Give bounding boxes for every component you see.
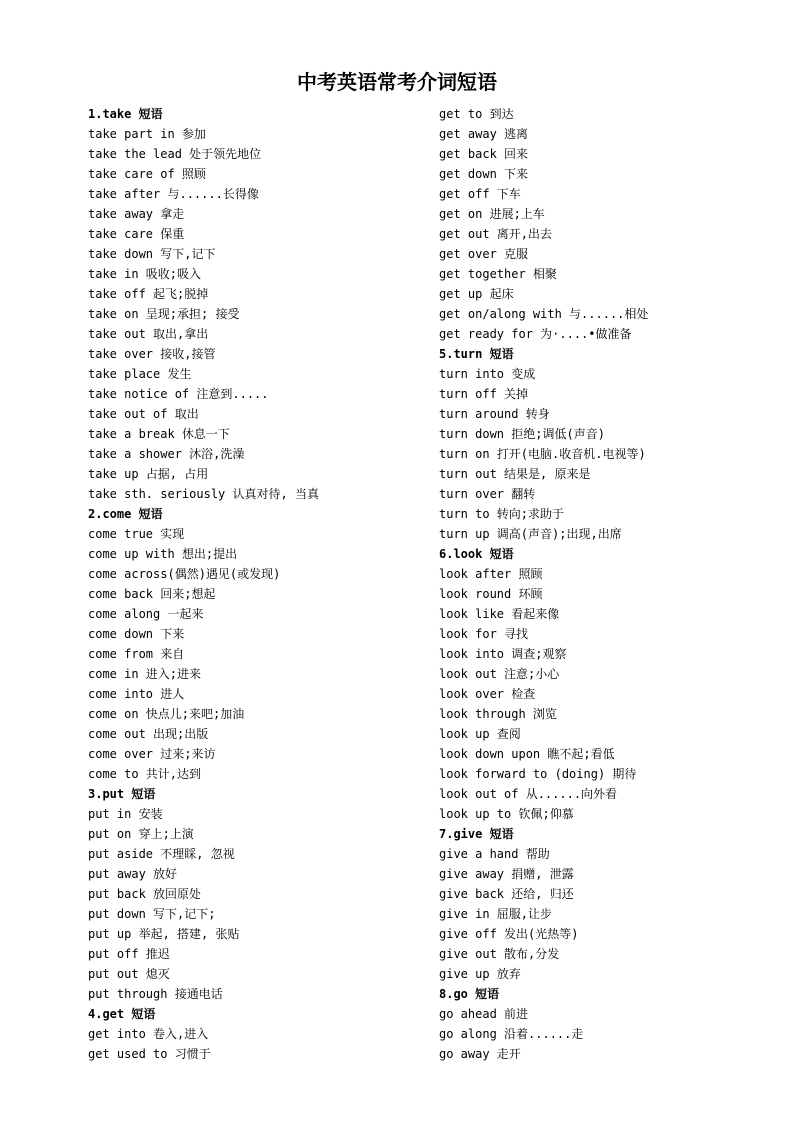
phrase-entry: come on 快点儿;来吧;加油 — [88, 707, 245, 721]
phrase-entry: give back 还给, 归还 — [439, 887, 574, 901]
phrase-entry: look out 注意;小心 — [439, 667, 560, 681]
phrase-entry: take place 发生 — [88, 367, 192, 381]
phrase-entry: look up 查阅 — [439, 727, 521, 741]
phrase-entry: take care of 照顾 — [88, 167, 206, 181]
phrase-entry: come from 来自 — [88, 647, 185, 661]
phrase-entry: get back 回来 — [439, 147, 529, 161]
phrase-entry: give away 捐赠, 泄露 — [439, 867, 574, 881]
phrase-entry: come in 进入;进来 — [88, 667, 202, 681]
phrase-entry: get away 逃离 — [439, 127, 529, 141]
phrase-entry: put up 举起, 搭建, 张贴 — [88, 927, 240, 941]
phrase-entry: come back 回来;想起 — [88, 587, 216, 601]
phrase-entry: get into 卷入,进入 — [88, 1027, 209, 1041]
phrase-entry: turn down 拒绝;调低(声音) — [439, 427, 605, 441]
right-column — [439, 104, 769, 1064]
phrase-entry: take in 吸收;吸入 — [88, 267, 202, 281]
phrase-entry: give in 屈服,让步 — [439, 907, 553, 921]
section-heading: 6.look 短语 — [439, 547, 514, 561]
phrase-entry: get on 进展;上车 — [439, 207, 545, 221]
phrase-entry: put out 熄灭 — [88, 967, 170, 981]
phrase-entry: put in 安装 — [88, 807, 163, 821]
left-column — [88, 104, 428, 1064]
phrase-entry: take down 写下,记下 — [88, 247, 216, 261]
phrase-entry: get on/along with 与......相处 — [439, 307, 649, 321]
phrase-entry: put back 放回原处 — [88, 887, 202, 901]
phrase-entry: take away 拿走 — [88, 207, 185, 221]
phrase-entry: get ready for 为·....•做准备 — [439, 327, 632, 341]
phrase-entry: look up to 钦佩;仰慕 — [439, 807, 574, 821]
phrase-entry: turn on 打开(电脑.收音机.电视等) — [439, 447, 646, 461]
phrase-entry: put aside 不理睬, 忽视 — [88, 847, 235, 861]
phrase-entry: take out 取出,拿出 — [88, 327, 209, 341]
phrase-entry: look like 看起来像 — [439, 607, 560, 621]
section-heading: 4.get 短语 — [88, 1007, 156, 1021]
phrase-entry: put through 接通电话 — [88, 987, 223, 1001]
section-heading: 8.go 短语 — [439, 987, 500, 1001]
section-heading: 3.put 短语 — [88, 787, 156, 801]
phrase-entry: come to 共计,达到 — [88, 767, 202, 781]
phrase-entry: come true 实现 — [88, 527, 185, 541]
phrase-entry: get down 下来 — [439, 167, 529, 181]
phrase-entry: take after 与......长得像 — [88, 187, 259, 201]
phrase-entry: look down upon 瞧不起;看低 — [439, 747, 615, 761]
phrase-entry: come out 出现;出版 — [88, 727, 209, 741]
phrase-entry: come into 进人 — [88, 687, 185, 701]
phrase-entry: take out of 取出 — [88, 407, 199, 421]
phrase-entry: look forward to (doing) 期待 — [439, 767, 637, 781]
phrase-entry: look round 环顾 — [439, 587, 543, 601]
phrase-entry: put off 推迟 — [88, 947, 170, 961]
phrase-entry: take part in 参加 — [88, 127, 206, 141]
phrase-entry: come up with 想出;提出 — [88, 547, 238, 561]
phrase-entry: turn into 变成 — [439, 367, 536, 381]
phrase-entry: turn off 关掉 — [439, 387, 529, 401]
phrase-entry: get off 下车 — [439, 187, 521, 201]
phrase-entry: come down 下来 — [88, 627, 185, 641]
phrase-entry: turn out 结果是, 原来是 — [439, 467, 591, 481]
phrase-entry: turn around 转身 — [439, 407, 550, 421]
phrase-entry: get together 相聚 — [439, 267, 557, 281]
phrase-entry: take the lead 处于领先地位 — [88, 147, 262, 161]
phrase-entry: get to 到达 — [439, 107, 514, 121]
phrase-entry: look into 调查;观察 — [439, 647, 567, 661]
phrase-entry: turn to 转向;求助于 — [439, 507, 565, 521]
phrase-entry: go ahead 前进 — [439, 1007, 529, 1021]
phrase-entry: give out 散布,分发 — [439, 947, 560, 961]
phrase-entry: turn over 翻转 — [439, 487, 536, 501]
phrase-entry: take notice of 注意到..... — [88, 387, 269, 401]
phrase-entry: take a break 休息一下 — [88, 427, 230, 441]
phrase-entry: get out 离开,出去 — [439, 227, 553, 241]
phrase-entry: take sth. seriously 认真对待, 当真 — [88, 487, 319, 501]
phrase-entry: take a shower 沐浴,洗澡 — [88, 447, 245, 461]
phrase-entry: take on 呈现;承担; 接受 — [88, 307, 240, 321]
phrase-entry: get used to 习惯于 — [88, 1047, 211, 1061]
phrase-entry: go along 沿着......走 — [439, 1027, 584, 1041]
section-heading: 7.give 短语 — [439, 827, 514, 841]
phrase-entry: take off 起飞;脱掉 — [88, 287, 209, 301]
page-title: 中考英语常考介词短语 — [297, 70, 497, 94]
phrase-entry: get over 克服 — [439, 247, 529, 261]
phrase-entry: come along 一起来 — [88, 607, 204, 621]
phrase-entry: look for 寻找 — [439, 627, 529, 641]
phrase-entry: come over 过来;来访 — [88, 747, 216, 761]
phrase-entry: take over 接收,接管 — [88, 347, 216, 361]
phrase-entry: turn up 调高(声音);出现,出席 — [439, 527, 622, 541]
phrase-entry: put on 穿上;上演 — [88, 827, 194, 841]
phrase-entry: look over 检查 — [439, 687, 536, 701]
phrase-entry: look after 照顾 — [439, 567, 543, 581]
section-heading: 1.take 短语 — [88, 107, 163, 121]
section-heading: 2.come 短语 — [88, 507, 163, 521]
phrase-entry: look through 浏览 — [439, 707, 557, 721]
phrase-entry: take care 保重 — [88, 227, 185, 241]
phrase-entry: give off 发出(光热等) — [439, 927, 579, 941]
phrase-entry: look out of 从......向外看 — [439, 787, 618, 801]
phrase-entry: come across(偶然)遇见(或发现) — [88, 567, 281, 581]
phrase-entry: put down 写下,记下; — [88, 907, 216, 921]
phrase-entry: give up 放弃 — [439, 967, 521, 981]
phrase-entry: go away 走开 — [439, 1047, 521, 1061]
phrase-entry: take up 占据, 占用 — [88, 467, 209, 481]
phrase-entry: put away 放好 — [88, 867, 178, 881]
phrase-entry: give a hand 帮助 — [439, 847, 550, 861]
section-heading: 5.turn 短语 — [439, 347, 514, 361]
phrase-entry: get up 起床 — [439, 287, 514, 301]
